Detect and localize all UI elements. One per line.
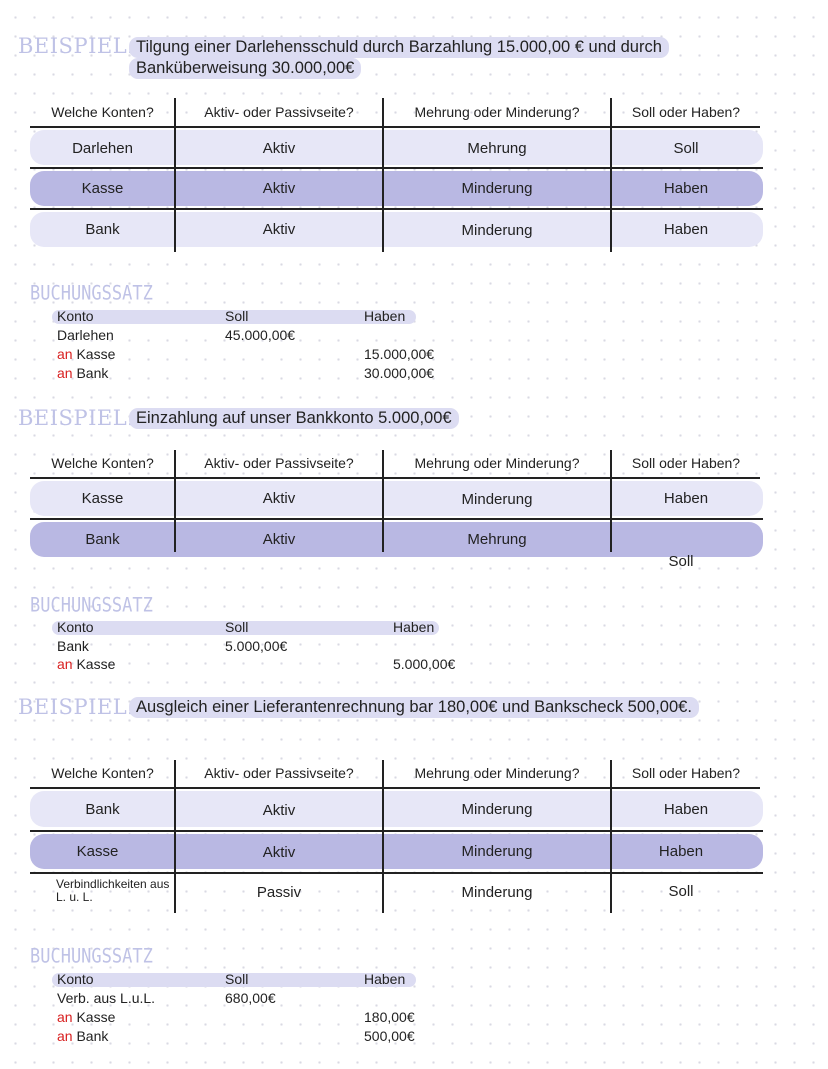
table3-row3-seite: Passiv — [256, 884, 302, 901]
col-seite: Aktiv- oder Passivseite? — [204, 104, 354, 120]
booking3-debit-amount: 680,00€ — [225, 990, 276, 1006]
col-konten: Welche Konten? — [51, 765, 154, 781]
booking3-credit2-account: Bank — [76, 1028, 109, 1044]
table1-row3-konto: Bank — [85, 221, 120, 238]
booking1-credit1-amount: 15.000,00€ — [364, 346, 435, 362]
booking2-debit-account: Bank — [57, 638, 89, 654]
table3-row2-soll-haben: Haben — [658, 843, 704, 860]
booking1-credit2-account: Bank — [76, 365, 109, 381]
booking1-debit-account: Darlehen — [57, 327, 114, 343]
table2-divider — [174, 450, 176, 552]
example3-task — [129, 697, 699, 718]
example3-buchungssatz-label: BUCHUNGSSATZ — [30, 945, 153, 968]
col-seite: Aktiv- oder Passivseite? — [204, 765, 354, 781]
table1-row3-mehrung: Minderung — [461, 222, 533, 239]
table2-row1-soll-haben: Haben — [663, 490, 709, 507]
booking3-debit-account: Verb. aus L.u.L. — [57, 990, 156, 1006]
table3-row3-konto: Verbindlichkeiten aus L. u. L. — [56, 877, 170, 904]
table2-row2-soll-haben: Soll — [668, 553, 694, 570]
heading-label: BEISPIEL — [18, 695, 128, 719]
example2-heading — [18, 406, 134, 430]
table2-header-line — [30, 477, 760, 479]
example1-task — [129, 37, 669, 79]
table3-row2-mehrung: Minderung — [461, 843, 533, 860]
booking1-konto-label: Konto — [57, 308, 94, 324]
table1-divider — [382, 98, 384, 252]
table1-row1-mehrung: Mehrung — [467, 140, 527, 157]
table2-row1-mehrung: Minderung — [461, 491, 533, 508]
booking3-credit1 — [57, 1010, 115, 1025]
table1-divider — [610, 98, 612, 252]
example2-task — [129, 408, 459, 429]
booking1-haben-label: Haben — [364, 308, 406, 324]
table3-row-separator — [30, 872, 763, 874]
booking1-credit1-account: Kasse — [76, 346, 116, 362]
booking3-an-2: an — [57, 1028, 73, 1044]
col-mehrung: Mehrung oder Minderung? — [414, 455, 580, 471]
booking2-credit1 — [57, 657, 115, 672]
table2-row2-seite: Aktiv — [262, 531, 296, 548]
table2-row2-mehrung: Mehrung — [467, 531, 527, 548]
table1-row1-soll-haben: Soll — [673, 140, 699, 157]
booking3-an-1: an — [57, 1009, 73, 1025]
booking3-credit1-amount: 180,00€ — [364, 1009, 415, 1025]
booking3-credit2 — [57, 1029, 108, 1044]
table1-row3-seite: Aktiv — [262, 221, 296, 238]
booking3-credit2-amount: 500,00€ — [364, 1028, 415, 1044]
table1-row-separator — [30, 208, 763, 210]
booking3-soll-label: Soll — [225, 971, 249, 987]
booking2-credit1-amount: 5.000,00€ — [393, 656, 456, 672]
heading-label: BEISPIEL — [18, 406, 128, 430]
table2-row-separator — [30, 518, 763, 520]
table1-row2-seite: Aktiv — [262, 180, 296, 197]
table3-row2-seite: Aktiv — [262, 844, 296, 861]
booking3-credit1-account: Kasse — [76, 1009, 116, 1025]
table3-row2-konto: Kasse — [76, 843, 119, 860]
col-mehrung: Mehrung oder Minderung? — [414, 104, 580, 120]
col-soll-haben: Soll oder Haben? — [631, 455, 741, 471]
table3-header-line — [30, 787, 760, 789]
example2-buchungssatz-label: BUCHUNGSSATZ — [30, 594, 153, 617]
booking1-debit-amount: 45.000,00€ — [225, 327, 296, 343]
table2-row1-seite: Aktiv — [262, 490, 296, 507]
table2-row1-konto: Kasse — [81, 490, 124, 507]
table1-header-line — [30, 126, 760, 128]
table3-row-separator — [30, 830, 763, 832]
booking3-konto-label: Konto — [57, 971, 94, 987]
booking1-an-1: an — [57, 346, 73, 362]
col-soll-haben: Soll oder Haben? — [631, 104, 741, 120]
table2-divider — [610, 450, 612, 552]
col-konten: Welche Konten? — [51, 104, 154, 120]
table3-row3-mehrung: Minderung — [461, 884, 533, 901]
table1-row2-konto: Kasse — [81, 180, 124, 197]
table3-row1-konto: Bank — [85, 801, 120, 818]
table1-row2-mehrung: Minderung — [461, 180, 533, 197]
booking2-debit-amount: 5.000,00€ — [225, 638, 288, 654]
table1-row1-konto: Darlehen — [72, 140, 133, 157]
table1-row-separator — [30, 167, 763, 169]
col-mehrung: Mehrung oder Minderung? — [414, 765, 580, 781]
table1-divider — [174, 98, 176, 252]
col-soll-haben: Soll oder Haben? — [631, 765, 741, 781]
table3-row1-mehrung: Minderung — [461, 801, 533, 818]
table3-row1-seite: Aktiv — [262, 802, 296, 819]
booking1-credit2-amount: 30.000,00€ — [364, 365, 435, 381]
table2-divider — [382, 450, 384, 552]
booking1-an-2: an — [57, 365, 73, 381]
booking1-soll-label: Soll — [225, 308, 249, 324]
col-konten: Welche Konten? — [51, 455, 154, 471]
table2-row2-konto: Bank — [85, 531, 120, 548]
example3-heading — [18, 695, 134, 719]
table3-divider — [174, 760, 176, 913]
booking3-haben-label: Haben — [364, 971, 406, 987]
booking2-an: an — [57, 656, 73, 672]
booking2-konto-label: Konto — [57, 619, 94, 635]
example1-heading — [18, 34, 134, 58]
table3-row1-soll-haben: Haben — [663, 801, 709, 818]
example1-task-line2: Banküberweisung 30.000,00€ — [129, 58, 361, 79]
table1-row1-seite: Aktiv — [262, 140, 296, 157]
booking1-credit1 — [57, 347, 115, 362]
table1-row2-soll-haben: Haben — [663, 180, 709, 197]
booking1-credit2 — [57, 366, 108, 381]
booking2-soll-label: Soll — [225, 619, 249, 635]
col-seite: Aktiv- oder Passivseite? — [204, 455, 354, 471]
booking2-credit1-account: Kasse — [76, 656, 116, 672]
example3-task-line1: Ausgleich einer Lieferantenrechnung bar 180,00€ und Bankscheck 500,00€. — [129, 697, 699, 718]
example2-task-line1: Einzahlung auf unser Bankkonto 5.000,00€ — [129, 408, 459, 429]
example1-buchungssatz-label: BUCHUNGSSATZ — [30, 282, 153, 305]
table1-row3-soll-haben: Haben — [663, 221, 709, 238]
heading-label: BEISPIEL — [18, 34, 128, 58]
example1-task-line1: Tilgung einer Darlehensschuld durch Barzahlung 15.000,00 € und durch — [129, 37, 669, 58]
table3-divider — [610, 760, 612, 913]
table3-row3-soll-haben: Soll — [668, 883, 694, 900]
table3-divider — [382, 760, 384, 913]
booking2-haben-label: Haben — [393, 619, 435, 635]
